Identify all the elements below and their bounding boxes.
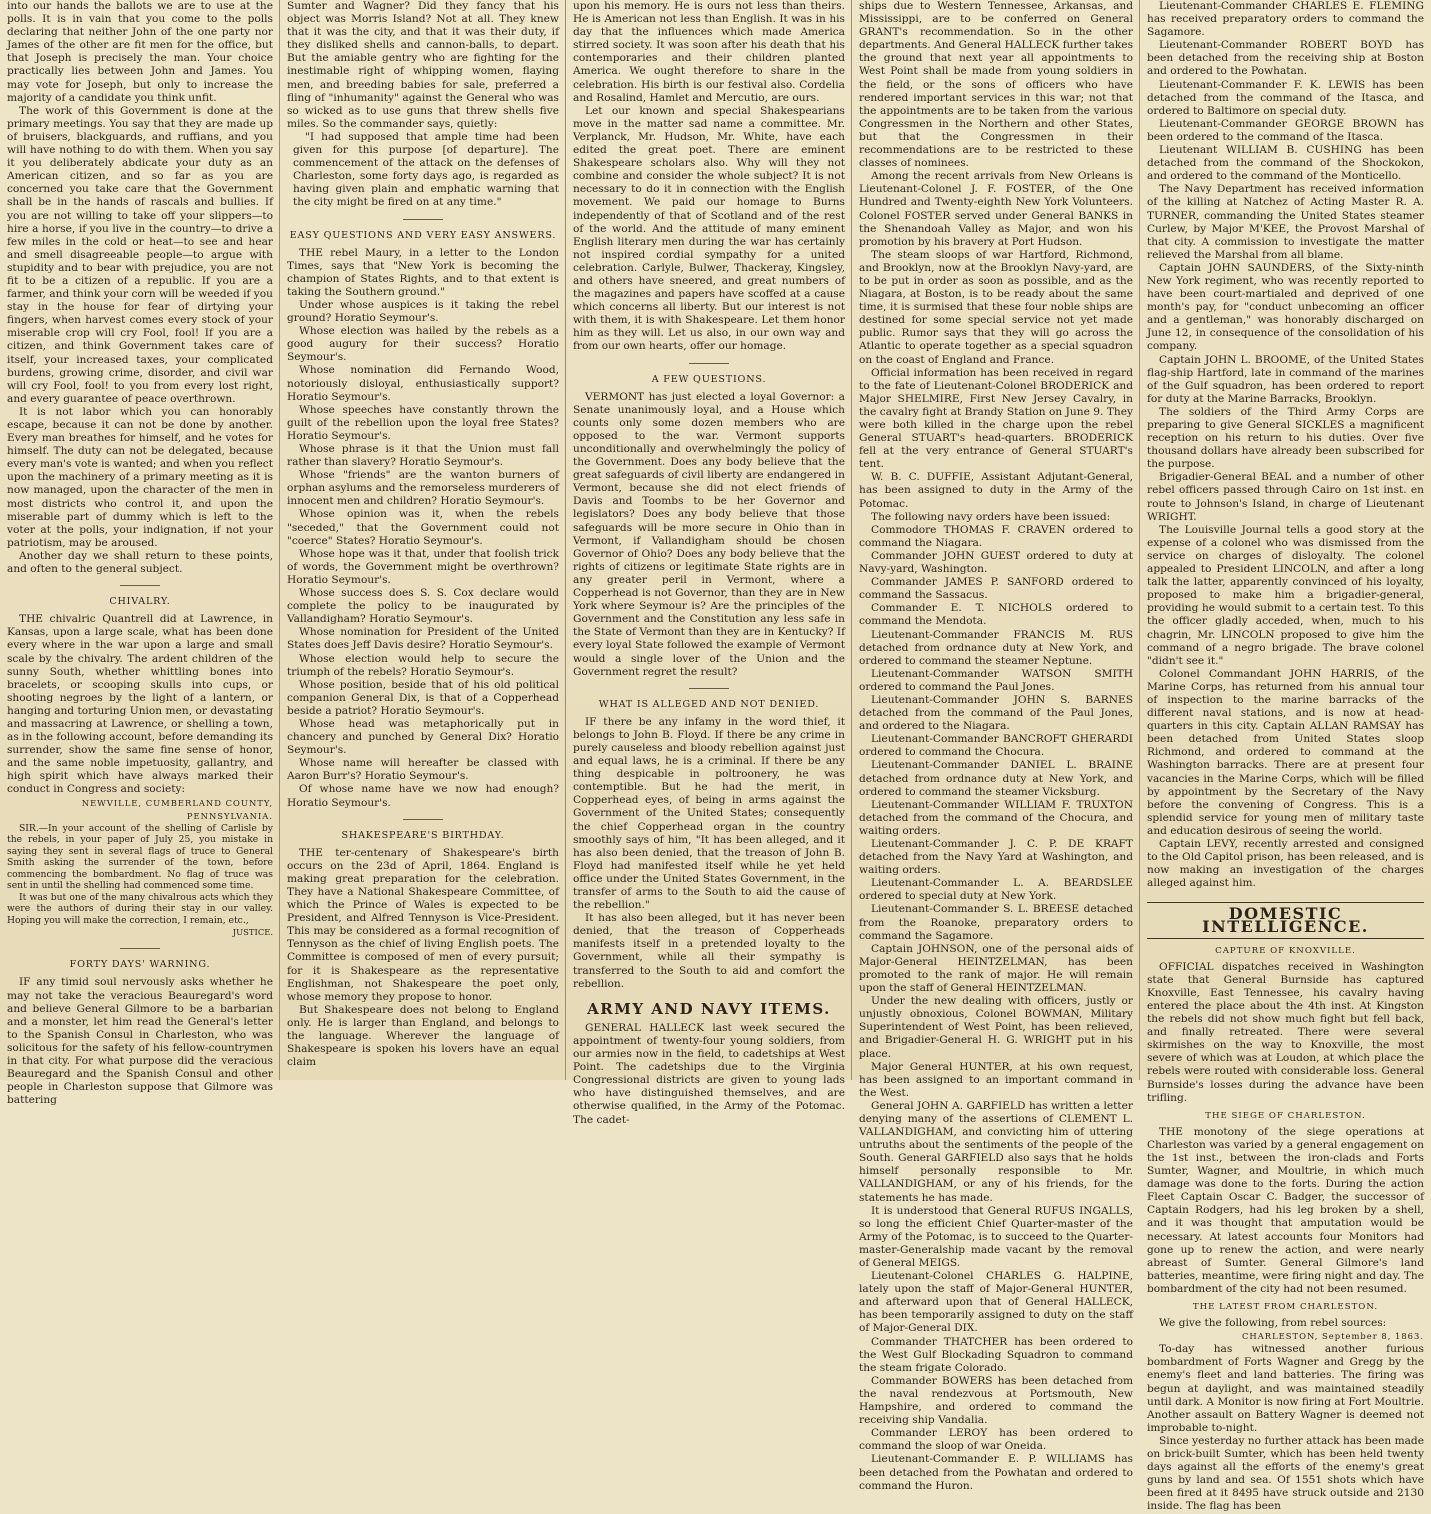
qa-item: Under whose auspices is it taking the rebel ground? Horatio Seymour's.	[287, 298, 559, 325]
news-item: Lieutenant WILLIAM B. CUSHING has been detached from the command of the Shockokon, and ordered to the command of the Monticello.	[1147, 144, 1424, 183]
paragraph: Lieutenant-Colonel CHARLES G. HALPINE, lately upon the staff of Major-General HUNTER, and afterward upon that of General HALLECK, has been temporarily assigned to duty on the staff of Major-General DIX.	[859, 1270, 1133, 1335]
paragraph: VERMONT has just elected a loyal Governor: a Senate unanimously loyal, and a House which counts only some dozen members who are opposed to the war. Vermont supports unconditionally and overwhelmingly the policy of the Government. Does any body believe that the great safeguards of civil liberty are endangered in Vermont, because she did not elect friends of Davis and Toombs to be her Governor and legislators? Does any body believe that those safeguards will be more secure in Ohio than in Vermont, if Vallandigham should be chosen Governor of Ohio? Does any body believe that the rights of citizens or legitimate State rights are in any greater peril in Vermont, where a Copperhead is not Governor, than they are in New York where Seymour is? Are the principles of the Government and the Constitution any less safe in the State of Vermont than they are in Kentucky? If every loyal State followed the example of Vermont would a single lover of the Union and the Government regret the result?	[573, 390, 845, 678]
news-item: Lieutenant-Commander F. K. LEWIS has been detached from the command of the Itasca, and ordered to Baltimore on special duty.	[1147, 78, 1424, 117]
paragraph: THE rebel Maury, in a letter to the London Times, says that "New York is becoming the champion of States Rights, and to that extent is taking the Southern ground."	[287, 246, 559, 298]
paragraph: THE chivalric Quantrell did at Lawrence, in Kansas, upon a large scale, what has been done every where in the war upon a large and small scale by the chivalry. The ardent children of the sunny South, whether whittling bones into bracelets, or scooping skulls into cups, or shooting negroes by the light of a lantern, or hanging and torturing Union men, or devastating and massacring at Lawrence, or shelling a town, as in the following account, before demanding its surrender, show the same fine sense of honor, and the same noble impetuosity, gallantry, and high spirit which have always marked their conduct in Congress and society:	[7, 613, 274, 796]
navy-order: Lieutenant-Commander DANIEL L. BRAINE detached from ordnance duty at New York, and ordered to command the steamer Vicksburg.	[859, 759, 1133, 798]
qa-item: Whose position, beside that of his old political companion General Dix, is that of a Copperhead beside a patriot? Horatio Seymour's.	[287, 678, 559, 717]
navy-order: Lieutenant-Commander S. L. BREESE detached from the Roanoke, preparatory orders to command the Sagamore.	[859, 903, 1133, 942]
section-heading-forty-days: FORTY DAYS' WARNING.	[7, 948, 273, 971]
navy-order: Lieutenant-Commander L. A. BEARDSLEE ordered to special duty at New York.	[859, 877, 1133, 903]
paragraph: GENERAL HALLECK last week secured the appointment of twenty-four young soldiers, from our armies now in the field, to cadetships at West Point. The cadetships due to the Virginia Congressional districts are given to young lads who have distinguished themselves, and are otherwise qualified, in the Army of the Potomac. The cadet-	[573, 1021, 845, 1126]
section-heading-few-questions: A FEW QUESTIONS.	[573, 363, 845, 386]
qa-item: Whose head was metaphorically put in chancery and punched by General Dix? Horatio Seymour's.	[287, 717, 559, 757]
navy-order: Lieutenant-Commander JOHN S. BARNES detached from the command of the Paul Jones, and ordered to the Niagara.	[859, 693, 1133, 733]
paragraph: Commander BOWERS has been detached from the naval rendezvous at Portsmouth, New Hampshire, and ordered to command the receiving ship Vandalia.	[859, 1374, 1133, 1427]
paragraph: OFFICIAL dispatches received in Washington state that General Burnside has captured Knoxville, East Tennessee, his cavalry having entered the place about the 4th inst. At Kingston the rebels did not show much fight but fell back, and finally retreated. There were several skirmishes on the way to Knoxville, the most severe of which was at Loudon, at which place the rebels were routed with considerable loss. General Burnside's losses during the advance have been trifling.	[1147, 960, 1424, 1104]
section-heading-army-navy: ARMY AND NAVY ITEMS.	[587, 999, 831, 1018]
paragraph: W. B. C. DUFFIE, Assistant Adjutant-General, has been assigned to duty in the Army of the Potomac.	[859, 471, 1133, 510]
paragraph: Lieutenant-Commander E. P. WILLIAMS has been detached from the Powhatan and ordered to command the Huron.	[859, 1453, 1133, 1492]
news-item: Lieutenant-Commander ROBERT BOYD has been detached from the receiving ship at Boston and ordered to the Powhatan.	[1147, 39, 1424, 78]
letter-body: It was but one of the many chivalrous acts which they were the authors of during their stay in our valley. Hoping you will make the correction, I remain, etc.,	[7, 891, 273, 926]
qa-item: Whose nomination for President of the United States does Jeff Davis desire? Horatio Seymour's.	[287, 626, 559, 652]
paragraph: THE monotony of the siege operations at Charleston was varied by a general engagement on the 1st inst., between the iron-clads and Forts Sumter, Wagner, and Moultrie, in which much damage was done to the forts. During the action Fleet Captain Oscar C. Badger, the successor of Captain Rodgers, had his leg broken by a shell, and it was thought that amputation would be necessary. At latest accounts four Monitors had gone up to renew the action, and were nearly abreast of Sumter. General Gilmore's land batteries, meantime, were firing night and day. The bombardment of the city had not been resumed.	[1147, 1125, 1424, 1295]
paragraph: IF there be any infamy in the word thief, it belongs to John B. Floyd. If there be any crime in purely causeless and bloody rebellion against just and equal laws, he is a criminal. If there be any thing despicable in poltroonery, he was contemptible. But he had the merit, in Copperhead eyes, of being in arms against the Government of the United States; consequently the chief Copperhead organ in the country smoothly says of him, "It has been alleged, and it has also been denied, that the treason of John B. Floyd had manifested itself while he yet held office under the United States Government, in the transfer of arms to the South to aid the cause of the rebellion."	[573, 715, 845, 912]
paragraph: Commander LEROY has been ordered to command the sloop of war Oneida.	[859, 1427, 1133, 1453]
letter-body: SIR.—In your account of the shelling of Carlisle by the rebels, in your paper of July 25, you mistake in saying they sent in several flags of truce to General Smith asking the surrender of the town, before commencing the bombardment. No flag of truce was sent in until the shelling had commenced some time.	[7, 822, 273, 892]
qa-item: Whose phrase is it that the Union must fall rather than slavery? Horatio Seymour's.	[287, 443, 559, 469]
paragraph: Another day we shall return to these points, and often to the general subject.	[7, 549, 273, 576]
qa-item: Whose election was hailed by the rebels as a good augury for their success? Horatio Seymour's.	[287, 325, 559, 364]
paragraph: We give the following, from rebel sources:	[1159, 1317, 1387, 1330]
news-item: The Louisville Journal tells a good story at the expense of a colonel who was dismissed from the service on charges of disloyalty. The colonel appealed to President LINCOLN, and after a long talk the latter, apparently convinced of his loyalty, proposed to make him a brigadier-general, providing he would submit to a certain test. To this the officer gladly acceded, when, much to his chagrin, Mr. LINCOLN proposed to give him the command of a negro brigade. The brave colonel "didn't see it."	[1147, 523, 1424, 667]
paragraph: Commander THATCHER has been ordered to the West Gulf Blockading Squadron to command the steam frigate Colorado.	[859, 1335, 1133, 1374]
section-heading-alleged: WHAT IS ALLEGED AND NOT DENIED.	[573, 688, 845, 711]
paragraph: upon his memory. He is ours not less than theirs. He is American not less than English. It was in his day that the influences which made America stirred society. It was soon after his death that his contemporaries and their children planted America. We ought therefore to share in the celebration. His birth is our festival also. Cordelia and Rosalind, Hamlet and Mercutio, are ours.	[573, 0, 845, 104]
news-item: Captain LEVY, recently arrested and consigned to the Old Capitol prison, has been released, and is now making an investigation of the charges alleged against him.	[1147, 838, 1424, 890]
qa-item: Whose hope was it that, under that foolish trick of words, the Government might be overthrown? Horatio Seymour's.	[287, 547, 559, 586]
navy-order: Lieutenant-Commander J. C. P. DE KRAFT detached from the Navy Yard at Washington, and waiting orders.	[859, 838, 1133, 877]
qa-item: Whose "friends" are the wanton burners of orphan asylums and the remorseless murderers of innocent men and children? Horatio Seymour's.	[287, 469, 559, 508]
navy-order: Lieutenant-Commander BANCROFT GHERARDI ordered to command the Chocura.	[859, 733, 1133, 759]
section-heading-domestic: DOMESTIC INTELLIGENCE.	[1147, 902, 1424, 938]
navy-order: Lieutenant-Commander WATSON SMITH ordered to command the Paul Jones.	[859, 667, 1133, 693]
navy-order: Lieutenant-Commander FRANCIS M. RUS detached from ordnance duty at New York, and ordered to command the steamer Neptune.	[859, 628, 1133, 667]
paragraph: Among the recent arrivals from New Orleans is Lieutenant-Colonel J. F. FOSTER, of the One Hundred and Twenty-eighth New York Volunteers. Colonel FOSTER served under General BANKS in the Shenandoah Valley as Major, and won his promotion by his bravery at Port Hudson.	[859, 170, 1133, 248]
qa-item: Of whose name have we now had enough? Horatio Seymour's.	[287, 783, 559, 809]
news-item: The Navy Department has received information of the killing at Natchez of Acting Master R. A. TURNER, commanding the United States steamer Curlew, by Major M'KEE, the Provost Marshal of that city. A commission to investigate the matter relieved the Marshal from all blame.	[1147, 183, 1424, 261]
qa-item: Whose election would help to secure the triumph of the rebels? Horatio Seymour's.	[287, 652, 559, 678]
paragraph: The work of this Government is done at the primary meetings. You say that they are made up of bruisers, blackguards, and ruffians, and you will have nothing to do with them. When you say it you deliberately abdicate your duty as an American citizen, and so far as you are concerned you take care that the Government shall be in the hands of rascals and bullies. If you are not willing to take off your slippers—to hire a horse, if you live in the country—to drive a few miles in the cold or heat—to see and hear and smell disagreeable people—to argue with stupidity and to bear with prejudice, you are not fit to be a citizen of a republic. If you are a farmer, and think your corn will be weeded if you stay in the house for fear of dirtying your fingers, when harvest comes every stock of your miserable crop will cry Fool, fool! If you are a citizen, and think Government takes care of itself, your increased taxes, your complicated burdens, growing crime, disorder, and civil war will cry Fool, fool! to you from every lost right, and every guarantee of peace overthrown.	[7, 104, 273, 405]
paragraph: The following navy orders have been issued:	[871, 510, 1111, 523]
paragraph: THE ter-centenary of Shakespeare's birth occurs on the 23d of April, 1864. England is making great preparation for the celebration. They have a National Shakespeare Committee, of which the Prince of Wales is expected to be President, and Alfred Tennyson is Vice-President. This may be considered as a formal recognition of Tennyson as the chief of living English poets. The Committee is composed of men of every pursuit; for it is Shakespeare as the representative Englishman, not Shakespeare the poet only, whose memory they propose to honor.	[287, 846, 559, 1003]
news-item: Colonel Commandant JOHN HARRIS, of the Marine Corps, has returned from his annual tour of inspection to the marine barracks of the different naval stations, and is now at head-quarters in this city. Captain ALLAN RAMSAY has been detached from United States sloop Richmond, and ordered to command at the Washington barracks. There are at present four vacancies in the Marine Corps, which will be filled by appointment by the Secretary of the Navy before the convening of Congress. This is a splendid service for young men of military taste and education desirous of seeing the world.	[1147, 667, 1424, 837]
section-heading-chivalry: CHIVALRY.	[7, 585, 273, 608]
subheading-latest: THE LATEST FROM CHARLESTON.	[1192, 1302, 1379, 1312]
news-item: Lieutenant-Commander CHARLES E. FLEMING has received preparatory orders to command the Sagamore.	[1147, 0, 1424, 39]
section-heading-easy-questions: EASY QUESTIONS AND VERY EASY ANSWERS.	[287, 219, 559, 242]
navy-order: Commander JAMES P. SANFORD ordered to command the Sassacus.	[859, 576, 1133, 602]
column-3	[566, 0, 852, 1126]
news-item: Captain JOHN SAUNDERS, of the Sixty-ninth New York regiment, who was recently reported to have been court-martialed and deprived of one month's pay, for "conduct unbecoming an officer and a gentleman," was honorably discharged on June 12, in consequence of the consolidation of his company.	[1147, 261, 1424, 353]
paragraph: IF any timid soul nervously asks whether he may not take the veracious Beauregard's word and believe General Gilmore to be a barbarian and a monster, let him read the General's letter to the Spanish Consul in Charleston, who was solicitous for the safety of his fellow-countrymen in that city. For what purpose did the veracious Beauregard and the Spanish Consul and other people in Charleston suppose that Gilmore was battering	[7, 976, 273, 1107]
column-1	[0, 0, 280, 1107]
paragraph: Let our known and special Shakespearians move in the matter sad name a committee. Mr. Verplanck, Mr. Hudson, Mr. White, have each edited the great poet. There are eminent Shakespeare scholars also. Why will they not combine and consider the whole subject? It is not necessary to do it in connection with the English movement. We paid our homage to Burns independently of that of Scotland and of the rest of the world. And the attitude of many eminent English literary men during the war has certainly not inspired cordial sympathy for a united celebration. Carlyle, Bulwer, Thackeray, Kingsley, and others have sneered, and great numbers of the magazines and papers have scoffed at a cause which concerns all liberty. But our interest is not with them, it is with Shakespeare. Let them honor him as they will. Let us also, in our own way and from our own hearts, offer our homage.	[573, 104, 845, 353]
paragraph: It is understood that General RUFUS INGALLS, so long the efficient Chief Quarter-master of the Army of the Potomac, is to succeed to the Quarter-master-Generalship made vacant by the removal of General MEIGS.	[859, 1204, 1133, 1269]
column-5	[1140, 0, 1431, 1513]
subheading-siege: THE SIEGE OF CHARLESTON.	[1205, 1110, 1366, 1121]
paragraph: General JOHN A. GARFIELD has written a letter denying many of the assertions of CLEMENT L. VALLANDIGHAM, and convicting him of uttering untruths about the sentiments of the people of the South. General GARFIELD also says that he holds himself personally responsible to Mr. VALLANDIGHAM, or any of his friends, for the statements he has made.	[859, 1099, 1133, 1204]
qa-item: Whose speeches have constantly thrown the guilt of the rebellion upon the loyal free States? Horatio Seymour's.	[287, 403, 559, 442]
paragraph: into our hands the ballots we are to use at the polls. It is in vain that you come to the polls declaring that neither John of the one party nor James of the other are fit men for the office, but that Joseph is precisely the man. Your choice practically lies between John and James. You may vote for Joseph, but only to increase the majority of a candidate you think unfit.	[7, 0, 273, 104]
news-item: Lieutenant-Commander GEORGE BROWN has been ordered to the command of the Itasca.	[1147, 117, 1424, 143]
qa-item: Whose name will hereafter be classed with Aaron Burr's? Horatio Seymour's.	[287, 757, 559, 783]
paragraph: It has also been alleged, but it has never been denied, that the treason of Copperheads manifests itself in a pretended loyalty to the Government, while all their sympathy is transferred to the South to aid and comfort the rebellion.	[573, 912, 845, 990]
paragraph: It is not labor which you can honorably escape, because it can not be done by another. Every man breathes for himself, and he votes for himself. The duty can not be delegated, because every man's vote is wanted; and when you reflect upon the machinery of a primary meeting as it is now managed, upon the character of the men in most districts who control it, and upon the miserable part of dummy which is left to the voter at the polls, your indignation, if not your patriotism, may be aroused.	[7, 405, 273, 549]
news-item: Captain JOHN L. BROOME, of the United States flag-ship Hartford, late in command of the marines of the Gulf squadron, has been ordered to report for duty at the Marine Barracks, Brooklyn.	[1147, 353, 1424, 405]
paragraph: Captain JOHNSON, one of the personal aids of Major-General HEINTZELMAN, has been promoted to the rank of major. He will remain upon the staff of General HEINTZELMAN.	[859, 942, 1133, 995]
paragraph: The steam sloops of war Hartford, Richmond, and Brooklyn, now at the Brooklyn Navy-yard, are to be put in order as soon as possible, and as the Niagara, at Boston, is to be ready about the same time, it is surmised that these four noble ships are destined for some special service not yet made public. Rumor says that they will go across the Atlantic to operate together as a special squadron on the coast of England and France.	[859, 248, 1133, 366]
qa-item: Whose success does S. S. Cox declare would complete the policy to be inaugurated by Vallandigham? Horatio Seymour's.	[287, 587, 559, 626]
paragraph: To-day has witnessed another furious bombardment of Forts Wagner and Gregg by the enemy's fleet and land batteries. The firing was begun at daylight, and was maintained steadily until dark. A Monitor is now firing at Fort Moultrie. Another assault on Battery Wagner is deemed not improbable to-night.	[1147, 1343, 1424, 1434]
subheading-knoxville: CAPTURE OF KNOXVILLE.	[1215, 945, 1356, 956]
paragraph: Under the new dealing with officers, justly or unjustly obnoxious, Colonel BOWMAN, Military Superintendent of West Point, has been relieved, and Brigadier-General H. G. WRIGHT put in his place.	[859, 995, 1133, 1060]
quotation: "I had supposed that ample time had been given for this purpose [of departure]. The commencement of the attack on the defenses of Charleston, some forty days ago, is regarded as having given plain and emphatic warning that the city might be fired on at any time."	[293, 130, 559, 209]
paragraph: Since yesterday no further attack has been made on brick-built Sumter, which has been held twenty days against all the efforts of the enemy's great guns by land and sea. Of 1551 shots which have been fired at it 8495 have struck outside and 2130 inside. The flag has been	[1147, 1434, 1424, 1513]
column-2	[280, 0, 566, 1080]
section-heading-shakespeare: SHAKESPEARE'S BIRTHDAY.	[287, 819, 559, 842]
paragraph: But Shakespeare does not belong to England only. He is larger than England, and belongs to the language. Wherever the language of Shakespeare is spoken his lovers have an equal claim	[287, 1003, 559, 1069]
paragraph: ships due to Western Tennessee, Arkansas, and Mississippi, are to be conferred on General GRANT's recommendation. So in the other departments. And General HALLECK further takes the ground that next year all appointments to West Point shall be made from young soldiers in the field, or the sons of officers who have rendered important services in this war; not that the appointments are to be taken from the various Congressmen in the Northern and other States, but that the Congressmen in their recommendations are to be restricted to these classes of nominees.	[859, 0, 1133, 170]
paragraph: Major General HUNTER, at his own request, has been assigned to an important command in the West.	[859, 1060, 1133, 1099]
qa-item: Whose opinion was it, when the rebels "seceded," that the Government could not "coerce" States? Horatio Seymour's.	[287, 508, 559, 547]
navy-order: Lieutenant-Commander WILLIAM F. TRUXTON detached from the command of the Chocura, and waiting orders.	[859, 798, 1133, 837]
paragraph: Sumter and Wagner? Did they fancy that his object was Morris Island? Not at all. They knew that it was the city, and that it was their duty, if they disliked shells and cannon-balls, to depart. But the amiable gentry who are fighting for the inestimable right of whipping women, flaying men, and breeding babies for sale, preferred a fling of "inhumanity" against the General who was so wicked as to use guns that threw shells five miles. So the commander says, quietly:	[287, 0, 559, 130]
paragraph: Official information has been received in regard to the fate of Lieutenant-Colonel BRODERICK and Major SHELMIRE, First New Jersey Cavalry, in the cavalry fight at Brandy Station on June 9. They were both killed in the charge upon the rebel General STUART's head-quarters. BRODERICK fell at the very entrance of General STUART's tent.	[859, 366, 1133, 471]
navy-order: Commodore THOMAS F. CRAVEN ordered to command the Niagara.	[859, 523, 1133, 549]
qa-item: Whose nomination did Fernando Wood, notoriously disloyal, enthusiastically support? Horatio Seymour's.	[287, 364, 559, 403]
column-4	[852, 0, 1140, 1492]
news-item: The soldiers of the Third Army Corps are preparing to give General SICKLES a magnificent reception on his return to his duties. Over five thousand dollars have already been subscribed for the purpose.	[1147, 405, 1424, 471]
navy-order: Commander JOHN GUEST ordered to duty at Navy-yard, Washington.	[859, 549, 1133, 576]
dispatch-dateline: CHARLESTON, September 8, 1863.	[1242, 1331, 1424, 1342]
letter-dateline: NEWVILLE, CUMBERLAND COUNTY, PENNSYLVANIA.	[81, 797, 273, 821]
letter-signature: JUSTICE.	[232, 927, 273, 938]
navy-order: Commander E. T. NICHOLS ordered to command the Mendota.	[859, 602, 1133, 628]
news-item: Brigadier-General BEAL and a number of other rebel officers passed through Cairo on 1st inst. en route to Johnson's Island, in charge of Lieutenant WRIGHT.	[1147, 471, 1424, 523]
